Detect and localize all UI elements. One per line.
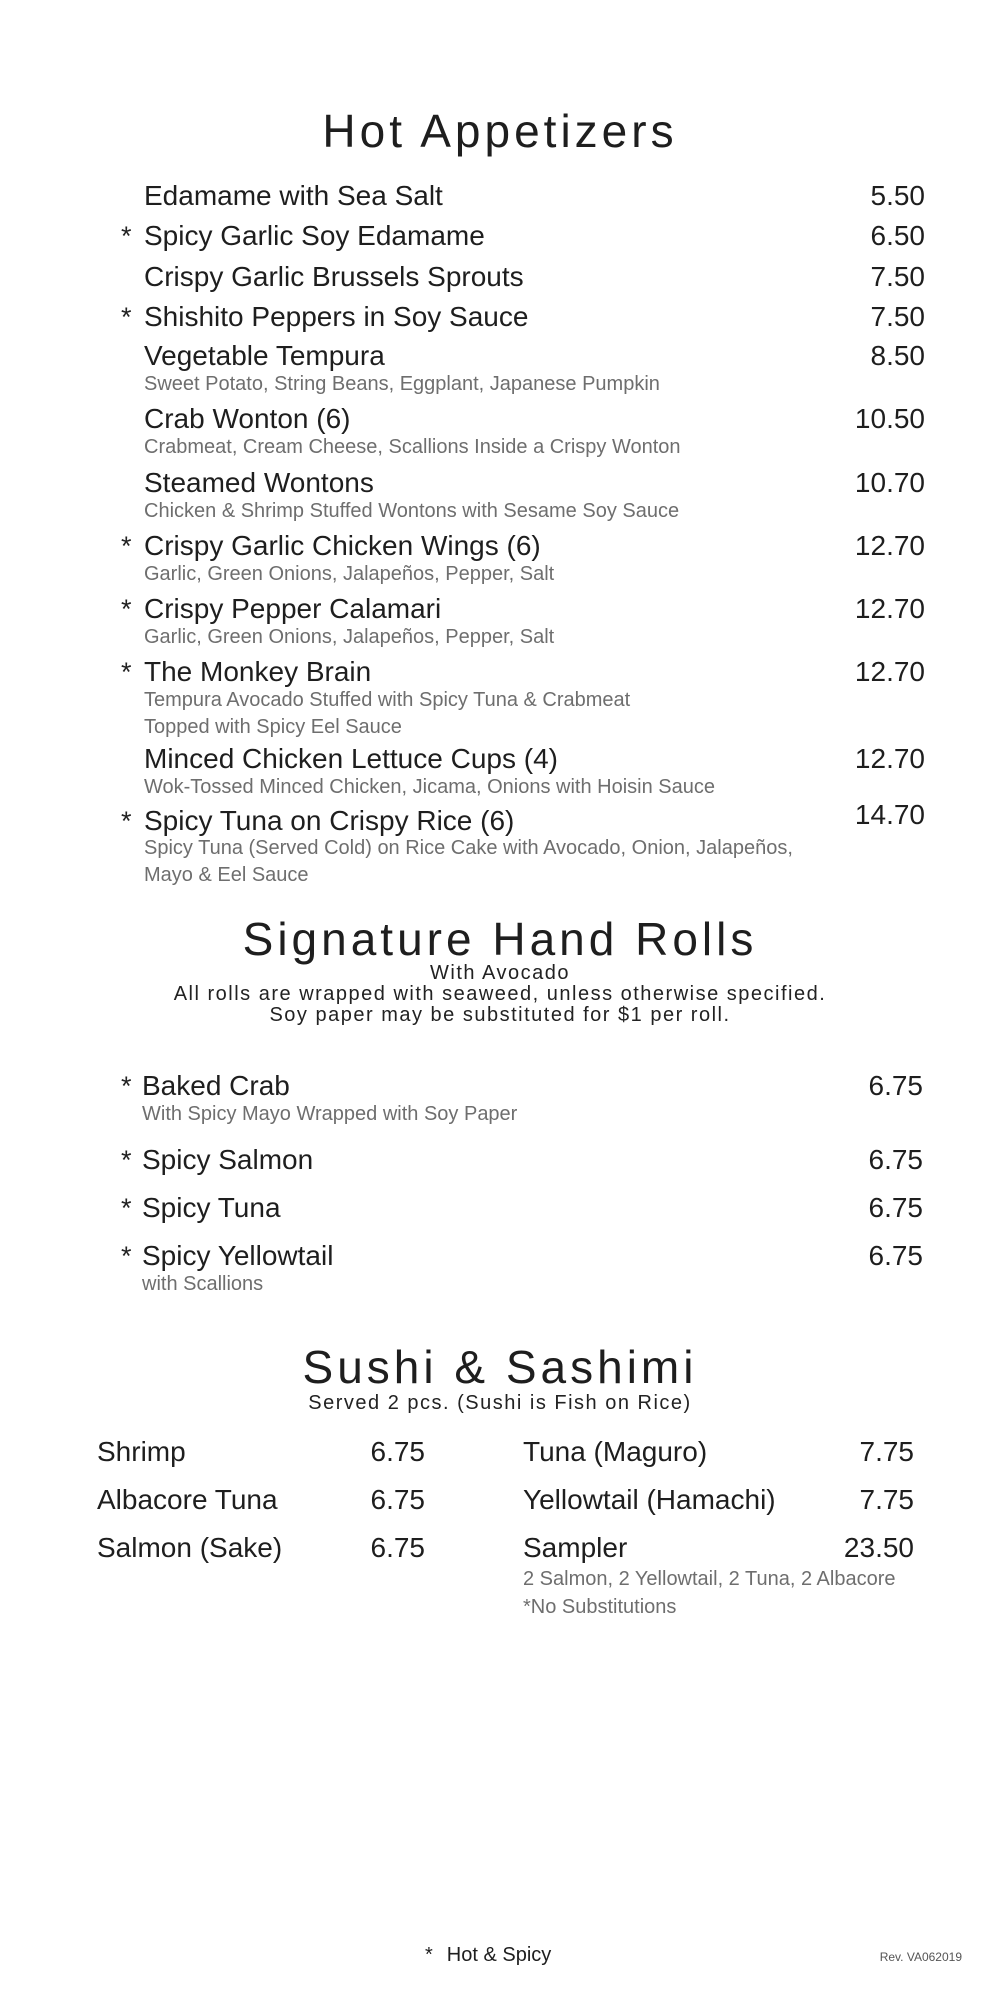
- item-name: Spicy Tuna on Crispy Rice (6): [144, 805, 515, 836]
- sushi-item-description: 2 Salmon, 2 Yellowtail, 2 Tuna, 2 Albacore: [523, 1568, 896, 1590]
- spicy-legend-text: Hot & Spicy: [446, 1944, 552, 1966]
- item-description: Crabmeat, Cream Cheese, Scallions Inside a Crispy Wonton: [144, 436, 681, 458]
- item-description: Wok-Tossed Minced Chicken, Jicama, Onions with Hoisin Sauce: [144, 776, 715, 798]
- spicy-marker: *: [121, 1193, 132, 1223]
- spicy-legend: [425, 1944, 551, 1967]
- item-name: Spicy Garlic Soy Edamame: [144, 220, 485, 251]
- item-description: Tempura Avocado Stuffed with Spicy Tuna & Crabmeat: [144, 689, 631, 711]
- item-name: Spicy Tuna: [142, 1192, 281, 1223]
- item-description: Chicken & Shrimp Stuffed Wontons with Sesame Soy Sauce: [144, 500, 680, 522]
- sushi-item-name: Salmon (Sake): [97, 1532, 283, 1563]
- sushi-item-price: 7.75: [859, 1436, 914, 1467]
- sushi-item-description: *No Substitutions: [523, 1596, 677, 1618]
- item-price: 6.75: [868, 1240, 923, 1271]
- sushi-item-name: Albacore Tuna: [97, 1484, 278, 1515]
- sushi-item-name: Shrimp: [97, 1436, 186, 1467]
- sushi-item-name: Sampler: [523, 1532, 628, 1563]
- item-price: 6.75: [868, 1070, 923, 1101]
- item-description: Garlic, Green Onions, Jalapeños, Pepper, Salt: [144, 626, 555, 648]
- item-price: 7.50: [870, 261, 925, 292]
- sushi-item-price: 7.75: [859, 1484, 914, 1515]
- item-description: Mayo & Eel Sauce: [144, 864, 309, 886]
- item-name: Spicy Salmon: [142, 1144, 314, 1175]
- item-name: Crispy Garlic Chicken Wings (6): [144, 530, 541, 561]
- item-price: 6.75: [868, 1144, 923, 1175]
- item-name: Steamed Wontons: [144, 467, 374, 498]
- item-name: Crispy Pepper Calamari: [144, 593, 442, 624]
- item-name: The Monkey Brain: [144, 656, 372, 687]
- spicy-legend-symbol: *: [425, 1944, 433, 1966]
- spicy-marker: *: [121, 1145, 132, 1175]
- item-price: 7.50: [870, 301, 925, 332]
- hand-rolls-note: Soy paper may be substituted for $1 per roll.: [269, 1004, 731, 1026]
- item-price: 12.70: [854, 593, 925, 624]
- sushi-item-name: Tuna (Maguro): [523, 1436, 708, 1467]
- spicy-marker: *: [121, 1241, 132, 1271]
- item-description: Sweet Potato, String Beans, Eggplant, Japanese Pumpkin: [144, 373, 660, 395]
- item-price: 14.70: [854, 799, 925, 830]
- item-name: Vegetable Tempura: [144, 340, 385, 371]
- sushi-item-price: 6.75: [370, 1484, 425, 1515]
- sushi-item-name: Yellowtail (Hamachi): [523, 1484, 776, 1515]
- item-price: 12.70: [854, 743, 925, 774]
- sushi-item-price: 23.50: [843, 1532, 914, 1563]
- item-price: 6.75: [868, 1192, 923, 1223]
- hot-appetizers-title: Hot Appetizers: [322, 105, 678, 157]
- spicy-marker: *: [121, 657, 132, 687]
- item-price: 12.70: [854, 656, 925, 687]
- hand-rolls-subtitle: With Avocado: [430, 962, 570, 984]
- item-name: Crab Wonton (6): [144, 403, 351, 434]
- item-description: Spicy Tuna (Served Cold) on Rice Cake with Avocado, Onion, Jalapeños,: [144, 837, 793, 859]
- spicy-marker: *: [121, 806, 132, 836]
- spicy-marker: *: [121, 531, 132, 561]
- item-description: With Spicy Mayo Wrapped with Soy Paper: [142, 1103, 518, 1125]
- item-price: 10.50: [854, 403, 925, 434]
- item-price: 5.50: [870, 180, 925, 211]
- sushi-subtitle: Served 2 pcs. (Sushi is Fish on Rice): [308, 1392, 692, 1414]
- item-description: with Scallions: [142, 1273, 264, 1295]
- item-price: 12.70: [854, 530, 925, 561]
- item-name: Baked Crab: [142, 1070, 290, 1101]
- spicy-marker: *: [121, 221, 132, 251]
- item-name: Crispy Garlic Brussels Sprouts: [144, 261, 524, 292]
- item-price: 6.50: [870, 220, 925, 251]
- revision-code: Rev. VA062019: [879, 1950, 962, 1964]
- sushi-title: Sushi & Sashimi: [302, 1341, 698, 1393]
- hand-rolls-title: Signature Hand Rolls: [242, 913, 758, 965]
- spicy-marker: *: [121, 1071, 132, 1101]
- item-name: Minced Chicken Lettuce Cups (4): [144, 743, 558, 774]
- spicy-marker: *: [121, 594, 132, 624]
- sushi-item-price: 6.75: [370, 1436, 425, 1467]
- spicy-marker: *: [121, 302, 132, 332]
- sushi-item-price: 6.75: [370, 1532, 425, 1563]
- item-name: Spicy Yellowtail: [142, 1240, 334, 1271]
- item-description: Garlic, Green Onions, Jalapeños, Pepper, Salt: [144, 563, 555, 585]
- item-name: Edamame with Sea Salt: [144, 180, 443, 211]
- item-name: Shishito Peppers in Soy Sauce: [144, 301, 529, 332]
- hand-rolls-note: All rolls are wrapped with seaweed, unless otherwise specified.: [173, 983, 827, 1005]
- item-price: 10.70: [854, 467, 925, 498]
- item-price: 8.50: [870, 340, 925, 371]
- item-description: Topped with Spicy Eel Sauce: [144, 716, 402, 738]
